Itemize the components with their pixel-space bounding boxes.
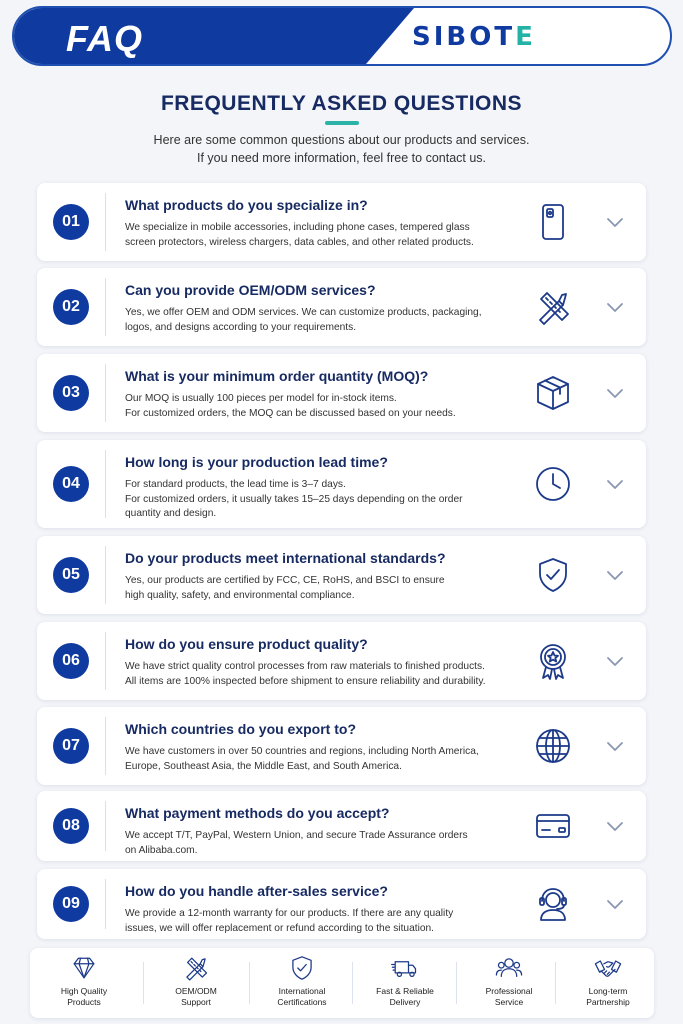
- faq-divider: [105, 717, 106, 775]
- faq-card[interactable]: [37, 869, 646, 939]
- subtitle-line: Here are some common questions about our products and services.: [153, 133, 530, 147]
- faq-question: What is your minimum order quantity (MOQ)?: [125, 368, 429, 384]
- award-icon: [533, 641, 573, 681]
- headset-icon: [533, 884, 573, 924]
- faq-answer-line: Yes, our products are certified by FCC, CE, RoHS, and BSCI to ensure: [125, 575, 445, 586]
- shield-check-icon: [533, 555, 573, 595]
- faq-number: 02: [53, 289, 89, 325]
- page-title: FREQUENTLY ASKED QUESTIONS: [160, 92, 523, 115]
- faq-answer: [125, 221, 525, 250]
- faq-question: What products do you specialize in?: [125, 197, 368, 213]
- faq-number: 05: [53, 557, 89, 593]
- faq-number: 06: [53, 643, 89, 679]
- faq-answer: [125, 478, 525, 522]
- feature-label-line: Professional: [485, 986, 533, 996]
- faq-answer: [125, 392, 525, 421]
- feature-label-line: International: [278, 986, 326, 996]
- feature-label: [556, 986, 660, 1008]
- faq-divider: [105, 193, 106, 251]
- feature-label-line: Products: [67, 997, 101, 1007]
- faq-answer-line: issues, we will offer replacement or refund according to the situation.: [125, 922, 434, 934]
- team-icon: [457, 954, 561, 982]
- title-underline: [325, 121, 359, 125]
- faq-card[interactable]: [37, 354, 646, 432]
- faq-answer: [125, 574, 525, 603]
- faq-divider: [105, 546, 106, 604]
- diamond-icon: [32, 954, 136, 982]
- feature-item: [144, 954, 248, 1008]
- faq-card[interactable]: [37, 440, 646, 528]
- faq-question: Do your products meet international standards?: [125, 550, 446, 566]
- logo-main: SIBOT: [412, 22, 516, 52]
- faq-answer-line: Our MOQ is usually 100 pieces per model for in-stock items.: [125, 393, 397, 404]
- faq-answer-line: logos, and designs according to your requirements.: [125, 321, 357, 333]
- feature-item: [353, 954, 457, 1008]
- faq-answer: [125, 907, 525, 936]
- faq-number: 08: [53, 808, 89, 844]
- tools-icon: [144, 954, 248, 982]
- brand-logo: [412, 22, 536, 52]
- feature-separator: [249, 962, 250, 1004]
- faq-answer-line: on Alibaba.com.: [125, 844, 198, 856]
- feature-separator: [456, 962, 457, 1004]
- feature-label: [32, 986, 136, 1008]
- shield-check-icon: [250, 954, 354, 982]
- chevron-down-icon[interactable]: [605, 386, 625, 400]
- faq-label: FAQ: [66, 18, 144, 59]
- feature-separator: [352, 962, 353, 1004]
- header-banner: [12, 6, 672, 66]
- faq-card[interactable]: [37, 707, 646, 785]
- feature-label-line: OEM/ODM: [175, 986, 217, 996]
- faq-divider: [105, 364, 106, 422]
- faq-answer-line: We provide a 12-month warranty for our products. If there are any quality: [125, 908, 454, 919]
- chevron-down-icon[interactable]: [605, 739, 625, 753]
- faq-answer-line: For standard products, the lead time is 3–7 days.: [125, 479, 346, 490]
- faq-answer: [125, 660, 525, 689]
- faq-answer: [125, 745, 525, 774]
- feature-label-line: Partnership: [586, 997, 630, 1007]
- chevron-down-icon[interactable]: [605, 568, 625, 582]
- faq-number: 09: [53, 886, 89, 922]
- handshake-icon: [556, 954, 660, 982]
- feature-label: [353, 986, 457, 1008]
- globe-icon: [533, 726, 573, 766]
- feature-item: [556, 954, 660, 1008]
- chevron-down-icon[interactable]: [605, 897, 625, 911]
- faq-question: Which countries do you export to?: [125, 721, 356, 737]
- phone-icon: [533, 202, 573, 242]
- feature-separator: [555, 962, 556, 1004]
- feature-label-line: Support: [181, 997, 211, 1007]
- faq-card[interactable]: [37, 622, 646, 700]
- faq-number: 03: [53, 375, 89, 411]
- clock-icon: [533, 464, 573, 504]
- feature-label-line: Service: [494, 997, 524, 1007]
- faq-divider: [105, 801, 106, 851]
- subtitle-line: If you need more information, feel free to contact us.: [196, 151, 487, 165]
- feature-label: [144, 986, 248, 1008]
- faq-answer-line: All items are 100% inspected before shipment to ensure reliability and durability.: [125, 675, 486, 687]
- faq-question: How do you ensure product quality?: [125, 636, 368, 652]
- faq-answer-line: We have customers in over 50 countries and regions, including North America,: [125, 746, 479, 757]
- credit-card-icon: [533, 806, 573, 846]
- feature-item: [250, 954, 354, 1008]
- faq-card[interactable]: [37, 183, 646, 261]
- tools-icon: [533, 287, 573, 327]
- page-subtitle: [0, 131, 683, 167]
- feature-separator: [143, 962, 144, 1004]
- faq-answer: [125, 829, 525, 858]
- faq-question: How do you handle after-sales service?: [125, 883, 388, 899]
- chevron-down-icon[interactable]: [605, 300, 625, 314]
- box-icon: [533, 373, 573, 413]
- faq-card[interactable]: [37, 791, 646, 861]
- faq-divider: [105, 450, 106, 518]
- faq-question: Can you provide OEM/ODM services?: [125, 282, 376, 298]
- faq-card[interactable]: [37, 536, 646, 614]
- faq-card[interactable]: [37, 268, 646, 346]
- faq-answer-line: We specialize in mobile accessories, including phone cases, tempered glass: [125, 222, 470, 233]
- faq-divider: [105, 278, 106, 336]
- chevron-down-icon[interactable]: [605, 477, 625, 491]
- faq-answer-line: Europe, Southeast Asia, the Middle East, and South America.: [125, 760, 402, 772]
- faq-divider: [105, 879, 106, 929]
- faq-answer-line: We accept T/T, PayPal, Western Union, and secure Trade Assurance orders: [125, 830, 468, 841]
- faq-answer-line: screen protectors, wireless chargers, data cables, and other related products.: [125, 236, 474, 248]
- feature-item: [32, 954, 136, 1008]
- truck-icon: [353, 954, 457, 982]
- faq-answer-line: For customized orders, the MOQ can be discussed based on your needs.: [125, 407, 456, 419]
- faq-answer-line: We have strict quality control processes from raw materials to finished products.: [125, 661, 485, 672]
- chevron-down-icon[interactable]: [605, 215, 625, 229]
- feature-label: [457, 986, 561, 1008]
- faq-number: 04: [53, 466, 89, 502]
- faq-number: 07: [53, 728, 89, 764]
- faq-answer: [125, 306, 525, 335]
- chevron-down-icon[interactable]: [605, 654, 625, 668]
- feature-label-line: Certifications: [277, 997, 327, 1007]
- faq-answer-line: For customized orders, it usually takes 15–25 days depending on the order: [125, 493, 463, 505]
- faq-question: What payment methods do you accept?: [125, 805, 390, 821]
- faq-answer-line: quantity and design.: [125, 508, 217, 519]
- faq-number: 01: [53, 204, 89, 240]
- faq-question: How long is your production lead time?: [125, 454, 388, 470]
- feature-label-line: High Quality: [60, 986, 108, 996]
- features-bar: [30, 948, 654, 1018]
- feature-label: [250, 986, 354, 1008]
- feature-item: [457, 954, 561, 1008]
- logo-accent: E: [515, 22, 536, 52]
- chevron-down-icon[interactable]: [605, 819, 625, 833]
- feature-label-line: Long-term: [588, 986, 628, 996]
- faq-answer-line: high quality, safety, and environmental compliance.: [125, 589, 355, 601]
- feature-label-line: Delivery: [389, 997, 421, 1007]
- feature-label-line: Fast & Reliable: [376, 986, 434, 996]
- faq-divider: [105, 632, 106, 690]
- faq-answer-line: Yes, we offer OEM and ODM services. We can customize products, packaging,: [125, 307, 482, 318]
